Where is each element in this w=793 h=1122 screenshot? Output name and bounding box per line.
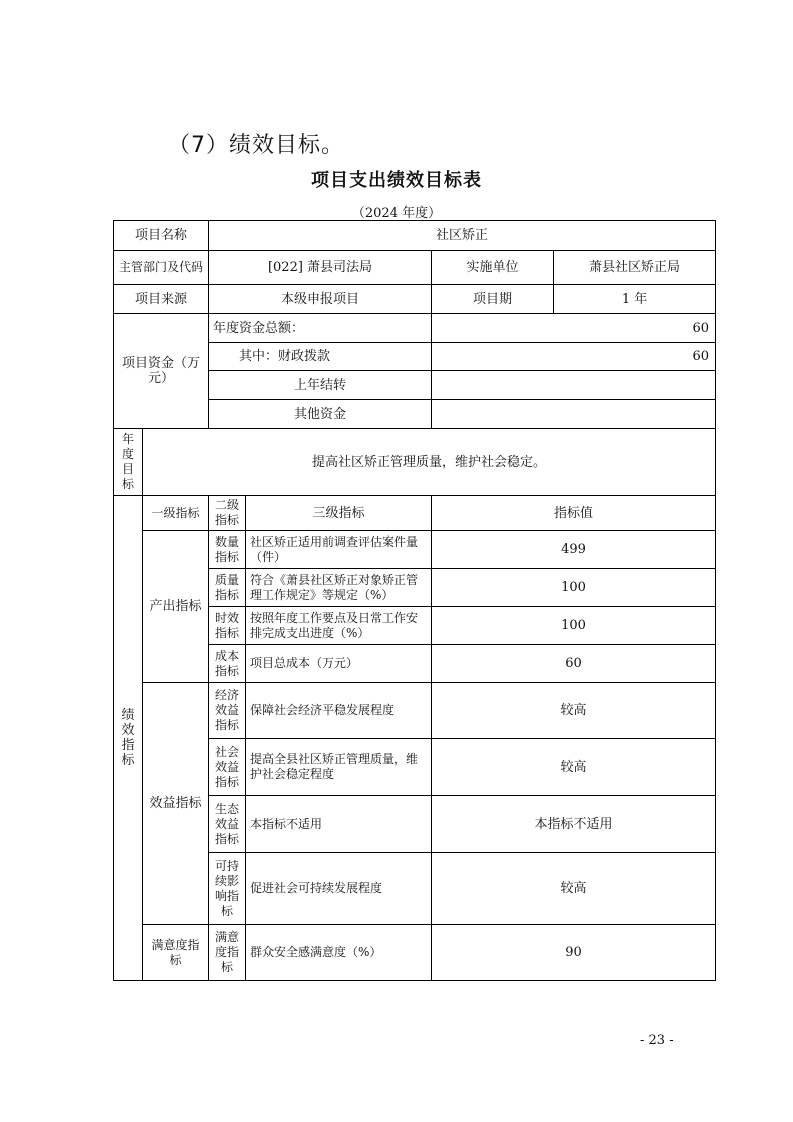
level3-cell: 社区矫正适用前调查评估案件量（件） — [246, 531, 432, 569]
value-cell: 90 — [432, 925, 716, 981]
funds-label: 项目资金（万元） — [114, 314, 209, 429]
dept-value: [022] 萧县司法局 — [209, 251, 432, 285]
performance-goal-table — [113, 220, 716, 981]
header-value: 指标值 — [432, 496, 716, 531]
table-row — [114, 251, 716, 285]
impl-unit-label: 实施单位 — [432, 251, 554, 285]
page-number: - 23 - — [640, 1033, 674, 1048]
table-title: 项目支出绩效目标表 — [311, 170, 482, 191]
table-row — [114, 925, 716, 981]
annual-goal-value: 提高社区矫正管理质量，维护社会稳定。 — [143, 429, 716, 496]
funds-other-label: 其他资金 — [209, 400, 432, 429]
level2-cell: 满意度指标 — [209, 925, 246, 981]
level3-cell: 促进社会可持续发展程度 — [246, 853, 432, 925]
table-row — [114, 314, 716, 343]
funds-fiscal-value: 60 — [432, 343, 716, 371]
satisfaction-indicators-label: 满意度指标 — [143, 925, 209, 981]
impl-unit-value: 萧县社区矫正局 — [554, 251, 716, 285]
source-label: 项目来源 — [114, 285, 209, 314]
value-cell: 本指标不适用 — [432, 796, 716, 853]
section-heading: （7）绩效目标。 — [168, 133, 344, 158]
table-row — [114, 683, 716, 739]
funds-total-value: 60 — [432, 314, 716, 343]
value-cell: 100 — [432, 569, 716, 607]
header-level1: 一级指标 — [143, 496, 209, 531]
level2-cell: 社会效益指标 — [209, 739, 246, 796]
dept-label: 主管部门及代码 — [114, 251, 209, 285]
level2-cell: 时效指标 — [209, 607, 246, 645]
header-level2: 二级指标 — [209, 496, 246, 531]
level3-cell: 提高全县社区矫正管理质量，维护社会稳定程度 — [246, 739, 432, 796]
output-indicators-label: 产出指标 — [143, 531, 209, 683]
period-label: 项目期 — [432, 285, 554, 314]
level2-cell: 可持续影响指标 — [209, 853, 246, 925]
year-label: （2024 年度） — [351, 206, 442, 221]
level2-cell: 成本指标 — [209, 645, 246, 683]
table-row — [114, 496, 716, 531]
level3-cell: 保障社会经济平稳发展程度 — [246, 683, 432, 739]
header-level3: 三级指标 — [246, 496, 432, 531]
level2-cell: 质量指标 — [209, 569, 246, 607]
perf-indicators-label: 绩效指标 — [114, 496, 143, 981]
source-value: 本级申报项目 — [209, 285, 432, 314]
funds-carryover-value — [432, 371, 716, 400]
annual-goal-label: 年度目标 — [114, 429, 143, 496]
funds-fiscal-label: 其中：财政拨款 — [209, 343, 432, 371]
level2-cell: 经济效益指标 — [209, 683, 246, 739]
funds-carryover-label: 上年结转 — [209, 371, 432, 400]
value-cell: 499 — [432, 531, 716, 569]
table-row — [114, 531, 716, 569]
value-cell: 较高 — [432, 853, 716, 925]
project-name-value: 社区矫正 — [209, 221, 716, 251]
period-value: 1 年 — [554, 285, 716, 314]
value-cell: 较高 — [432, 683, 716, 739]
value-cell: 60 — [432, 645, 716, 683]
value-cell: 100 — [432, 607, 716, 645]
table-row — [114, 429, 716, 496]
benefit-indicators-label: 效益指标 — [143, 683, 209, 925]
level3-cell: 项目总成本（万元） — [246, 645, 432, 683]
level2-cell: 数量指标 — [209, 531, 246, 569]
level2-cell: 生态效益指标 — [209, 796, 246, 853]
funds-other-value — [432, 400, 716, 429]
level3-cell: 符合《萧县社区矫正对象矫正管理工作规定》等规定（%） — [246, 569, 432, 607]
level3-cell: 本指标不适用 — [246, 796, 432, 853]
project-name-label: 项目名称 — [114, 221, 209, 251]
level3-cell: 群众安全感满意度（%） — [246, 925, 432, 981]
funds-total-label: 年度资金总额： — [209, 314, 432, 343]
value-cell: 较高 — [432, 739, 716, 796]
table-row — [114, 221, 716, 251]
table-row — [114, 285, 716, 314]
level3-cell: 按照年度工作要点及日常工作安排完成支出进度（%） — [246, 607, 432, 645]
